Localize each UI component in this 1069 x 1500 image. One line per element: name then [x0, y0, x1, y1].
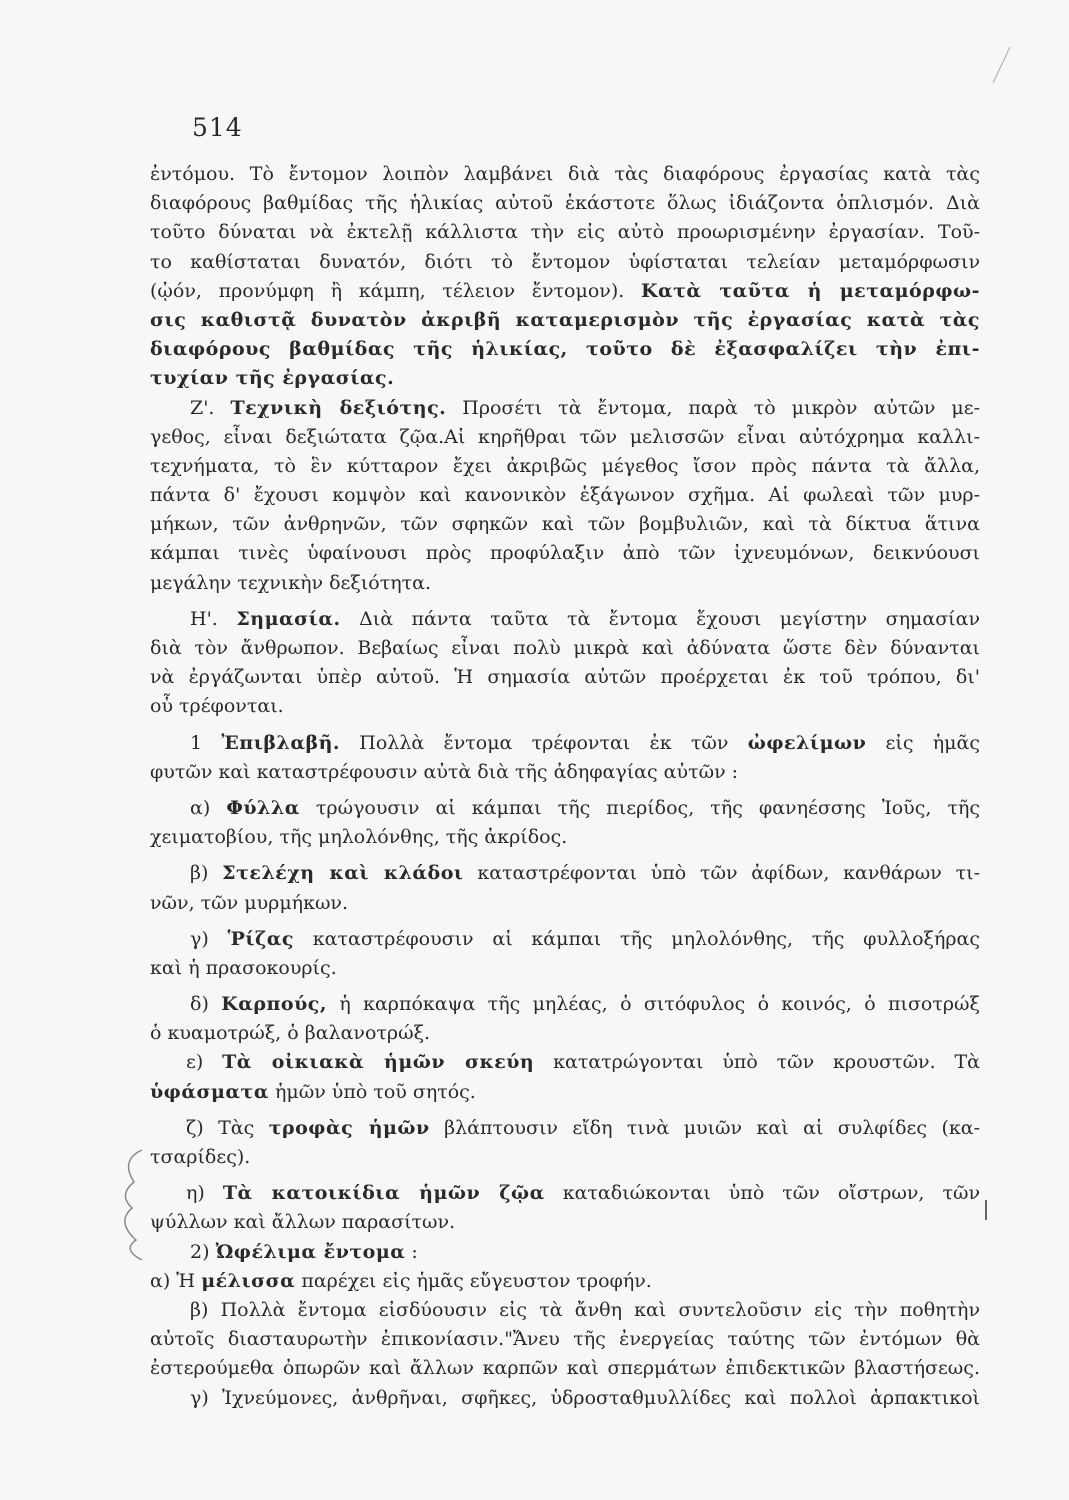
section-title: Τεχνικὴ δεξιότης. — [230, 396, 447, 419]
margin-bracket-mark — [112, 1150, 148, 1260]
text-line: το καθίσταται δυνατόν, διότι τὸ ἔντομον ὑφίσταται τελείαν μεταμόρφωσιν — [150, 250, 980, 273]
text-line: (ᾠόν, προνύμφη ἢ κάμπη, τέλειον ἔντομον). Κατὰ ταῦτα ἡ μεταμόρφω- — [150, 279, 980, 302]
list-item: β) Πολλὰ ἔντομα εἰσδύουσιν εἰς τὰ ἄνθη καὶ συντελοῦσιν εἰς τὴν ποθητὴν — [190, 1298, 980, 1321]
text-line: φυτῶν καὶ καταστρέφουσιν αὐτὰ διὰ τῆς ἀδηφαγίας αὐτῶν : — [150, 760, 739, 783]
text-line: αὐτοῖς διασταυρωτὴν ἐπικονίασιν."Ἄνευ τῆς ἐνεργείας ταύτης τῶν ἐντόμων θὰ — [150, 1328, 980, 1351]
list-item: γ) Ἰχνεύμονες, ἀνθρῆναι, σφῆκες, ὑδροσταθμυλλίδες καὶ πολλοὶ ἁρπακτικοὶ — [190, 1386, 980, 1409]
list-item: ζ) Τὰς τροφὰς ἡμῶν βλάπτουσιν εἴδη τινὰ μυιῶν καὶ αἱ συλφίδες (κα- — [186, 1116, 980, 1139]
text-line: μεγάλην τεχνικὴν δεξιότητα. — [150, 571, 432, 594]
list-title: Ὠφέλιμα ἔντομα — [215, 1240, 406, 1263]
list-item: γ) Ῥίζας καταστρέφουσιν αἱ κάμπαι τῆς μηλολόνθης, τῆς φυλλοξήρας — [190, 927, 980, 950]
margin-tick-mark — [985, 1200, 991, 1220]
list-title: Ἐπιβλαβῆ. — [221, 731, 341, 754]
text-line: τοῦτο δύναται νὰ ἐκτελῇ κάλλιστα τὴν εἰς αὐτὸ προωρισμένην ἐργασίαν. Τοῦ- — [150, 221, 980, 244]
bracket-icon — [112, 1150, 148, 1260]
text-line: γεθος, εἶναι δεξιώτατα ζῷα.Αἱ κηρῆθραι τῶν μελισσῶν εἶναι αὐτόχρημα καλλι- — [150, 425, 980, 448]
list-item: α) Φύλλα τρώγουσιν αἱ κάμπαι τῆς πιερίδος, τῆς φανηέσσης Ἰοῦς, τῆς — [190, 796, 980, 819]
text-line: μήκων, τῶν ἀνθρηνῶν, τῶν σφηκῶν καὶ τῶν βομβυλιῶν, καὶ τὰ δίκτυα ἅτινα — [150, 513, 980, 536]
text-line: διαφόρους βαθμίδας τῆς ἡλικίας αὐτοῦ ἑκάστοτε ὅλως ἰδιάζοντα ὁπλισμόν. Διὰ — [150, 192, 980, 215]
text-line: διὰ τὸν ἄνθρωπον. Βεβαίως εἶναι πολὺ μικρὰ καὶ ἀδύνατα ὥστε δὲν δύνανται — [150, 637, 980, 659]
text-line: ψύλλων καὶ ἄλλων παρασίτων. — [150, 1211, 456, 1234]
section-heading-line: Ζ'. Τεχνικὴ δεξιότης. Προσέτι τὰ ἔντομα, παρὰ τὸ μικρὸν αὐτῶν με- — [190, 396, 980, 419]
text-line: ἐντόμου. Τὸ ἔντομον λοιπὸν λαμβάνει διὰ τὰς διαφόρους ἐργασίας κατὰ τὰς — [150, 163, 980, 185]
text-line: οὗ τρέφονται. — [150, 695, 284, 718]
list-item: δ) Καρπούς, ἡ καρπόκαψα τῆς μηλέας, ὁ σιτόφυλος ὁ κοινός, ὁ πισοτρώξ — [190, 993, 980, 1016]
text-line: σις καθιστᾷ δυνατὸν ἀκριβῆ καταμερισμὸν τῆς ἐργασίας κατὰ τὰς — [150, 308, 980, 331]
section-title: Σημασία. — [236, 607, 341, 630]
text-line: τσαρίδες). — [150, 1146, 251, 1168]
text-line: ὁ κυαμοτρώξ, ὁ βαλανοτρώξ. — [150, 1022, 431, 1045]
text-line: διαφόρους βαθμίδας τῆς ἡλικίας, τοῦτο δὲ ἐξασφαλίζει τὴν ἐπι- — [150, 338, 980, 361]
list-item: β) Στελέχη καὶ κλάδοι καταστρέφονται ὑπὸ τῶν ἀφίδων, κανθάρων τι- — [190, 862, 980, 885]
page-text — [150, 160, 980, 1413]
text-line: νῶν, τῶν μυρμήκων. — [150, 891, 349, 914]
text-line: ὑφάσματα ἡμῶν ὑπὸ τοῦ σητός. — [150, 1080, 476, 1103]
bold-phrase: Κατὰ ταῦτα ἡ μεταμόρφω- — [641, 279, 980, 302]
text-line: τυχίαν τῆς ἐργασίας. — [150, 367, 395, 390]
text-line: πάντα δ' ἔχουσι κομψὸν καὶ κανονικὸν ἑξάγωνον σχῆμα. Αἱ φωλεαὶ τῶν μυρ- — [150, 484, 980, 507]
text-line: ἐστερούμεθα ὀπωρῶν καὶ ἄλλων καρπῶν καὶ σπερμάτων ἐπιδεκτικῶν βλαστήσεως. — [150, 1357, 980, 1380]
page-number: 514 — [192, 113, 243, 142]
list-heading-line: 1 Ἐπιβλαβῆ. Πολλὰ ἔντομα τρέφονται ἐκ τῶν ὠφελίμων εἰς ἡμᾶς — [190, 731, 980, 754]
text-line: τεχνήματα, τὸ ἓν κύτταρον ἔχει ἀκριβῶς μέγεθος ἴσον πρὸς πάντα τὰ ἄλλα, — [150, 454, 980, 477]
list-item: ε) Τὰ οἰκιακὰ ἡμῶν σκεύη κατατρώγονται ὑπὸ τῶν κρουστῶν. Τὰ — [186, 1051, 980, 1074]
list-item: α) Ἡ μέλισσα παρέχει εἰς ἡμᾶς εὔγευστον τροφήν. — [150, 1269, 652, 1292]
text-line: νὰ ἐργάζωνται ὑπὲρ αὐτοῦ. Ἡ σημασία αὐτῶν προέρχεται ἐκ τοῦ τρόπου, δι' — [150, 666, 980, 689]
text-line: κάμπαι τινὲς ὑφαίνουσι πρὸς προφύλαξιν ἀπὸ τῶν ἰχνευμόνων, δεικνύουσι — [150, 542, 980, 565]
corner-mark — [985, 45, 1015, 85]
text-line: καὶ ἡ πρασοκουρίς. — [150, 956, 337, 979]
list-heading-line: 2) Ὠφέλιμα ἔντομα : — [190, 1240, 418, 1263]
text-line: χειματοβίου, τῆς μηλολόνθης, τῆς ἀκρίδος. — [150, 826, 568, 849]
section-heading-line: Η'. Σημασία. Διὰ πάντα ταῦτα τὰ ἔντομα ἔχουσι μεγίστην σημασίαν — [190, 607, 980, 630]
list-item: η) Τὰ κατοικίδια ἡμῶν ζῷα καταδιώκονται ὑπὸ τῶν οἴστρων, τῶν — [186, 1182, 980, 1205]
